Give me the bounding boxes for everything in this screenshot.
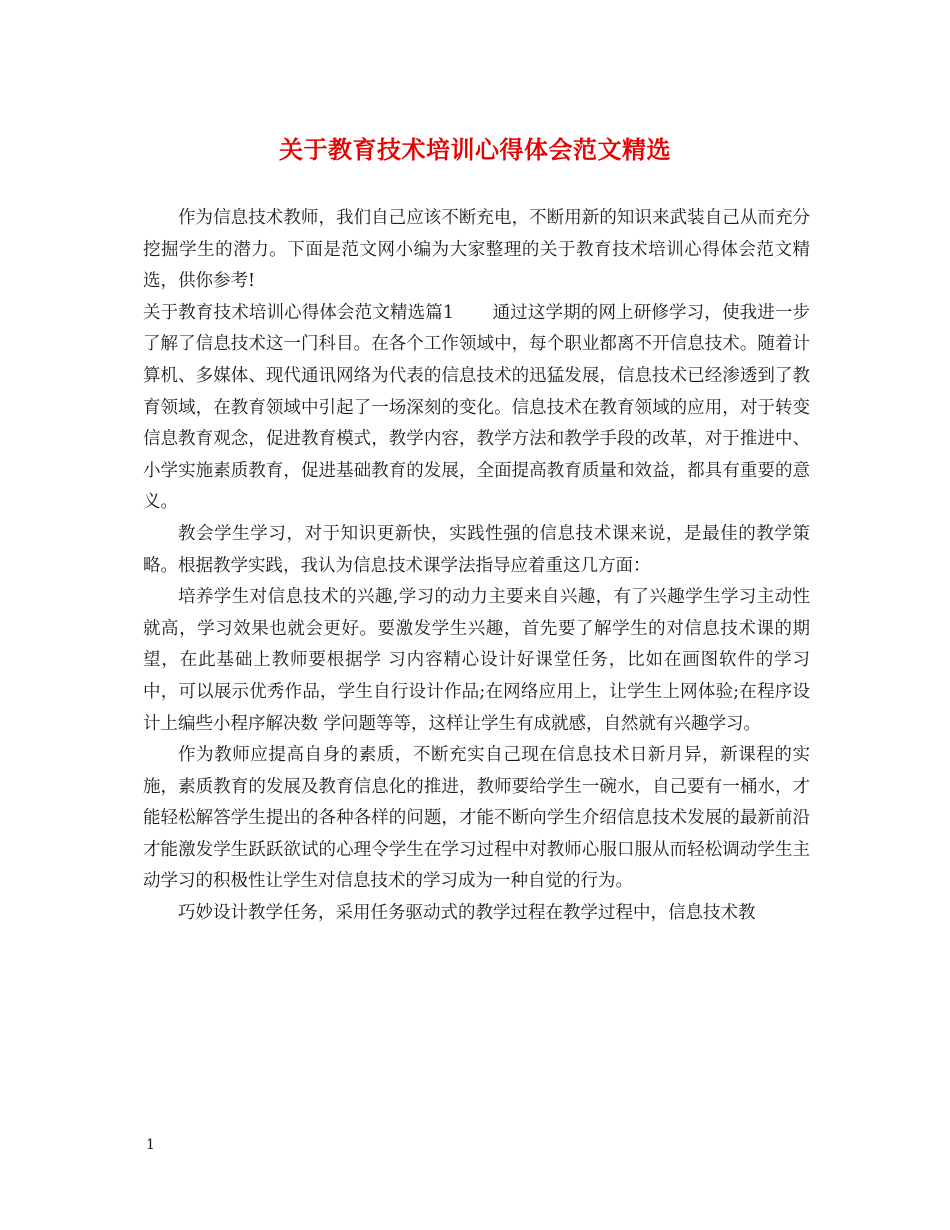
intro-paragraph: 作为信息技术教师，我们自己应该不断充电，不断用新的知识来武装自己从而充分挖掘学生的潜力。下面是范文网小编为大家整理的关于教育技术培训心得体会范文精选，供你参考!	[143, 208, 810, 292]
section-first-paragraph	[143, 298, 810, 519]
body-paragraph: 培养学生对信息技术的兴趣,学习的动力主要来自兴趣，有了兴趣学生学习主动性就高，学习效果也就会更好。要激发学生兴趣，首先要了解学生的对信息技术课的期望，在此基础上教师要根据学 习内容精心设计好课堂任务，比如在画图软件的学习中，可以展示优秀作品，学生自行设计作品;在网络应用上，让学生上网体验;在程序设计上编些小程序解决数 学问题等等，这样让学生有成就感，自然就有兴趣学习。	[143, 587, 810, 734]
section-first-paragraph-text: 通过这学期的网上研修学习，使我进一步了解了信息技术这一门科目。在各个工作领域中，每个职业都离不开信息技术。随着计算机、多媒体、现代通讯网络为代表的信息技术的迅猛发展，信息技术已经渗透到了教育领域，在教育领域中引起了一场深刻的变化。信息技术在教育领域的应用，对于转变信息教育观念，促进教育模式，教学内容，教学方法和教学手段的改革，对于推进中、小学实施素质教育，促进基础教育的发展，全面提高教育质量和效益，都具有重要的意义。	[143, 302, 810, 513]
section-heading: 关于教育技术培训心得体会范文精选篇1	[143, 302, 454, 323]
page-number: 1	[146, 1137, 155, 1153]
body-paragraph: 教会学生学习，对于知识更新快，实践性强的信息技术课来说，是最佳的教学策略。根据教学实践，我认为信息技术课学法指导应着重这几方面：	[143, 523, 810, 576]
document-title: 关于教育技术培训心得体会范文精选	[279, 135, 671, 164]
document-body	[143, 203, 810, 930]
body-paragraph: 作为教师应提高自身的素质，不断充实自己现在信息技术日新月异，新课程的实施，素质教育的发展及教育信息化的推进，教师要给学生一碗水，自己要有一桶水，才能轻松解答学生提出的各种各样的问题，才能不断向学生介绍信息技术发展的最新前沿才能激发学生跃跃欲试的心理令学生在学习过程中对教师心服口服从而轻松调动学生主动学习的积极性让学生对信息技术的学习成为一种自觉的行为。	[143, 745, 810, 892]
body-paragraph: 巧妙设计教学任务，采用任务驱动式的教学过程在教学过程中，信息技术教	[178, 903, 756, 924]
